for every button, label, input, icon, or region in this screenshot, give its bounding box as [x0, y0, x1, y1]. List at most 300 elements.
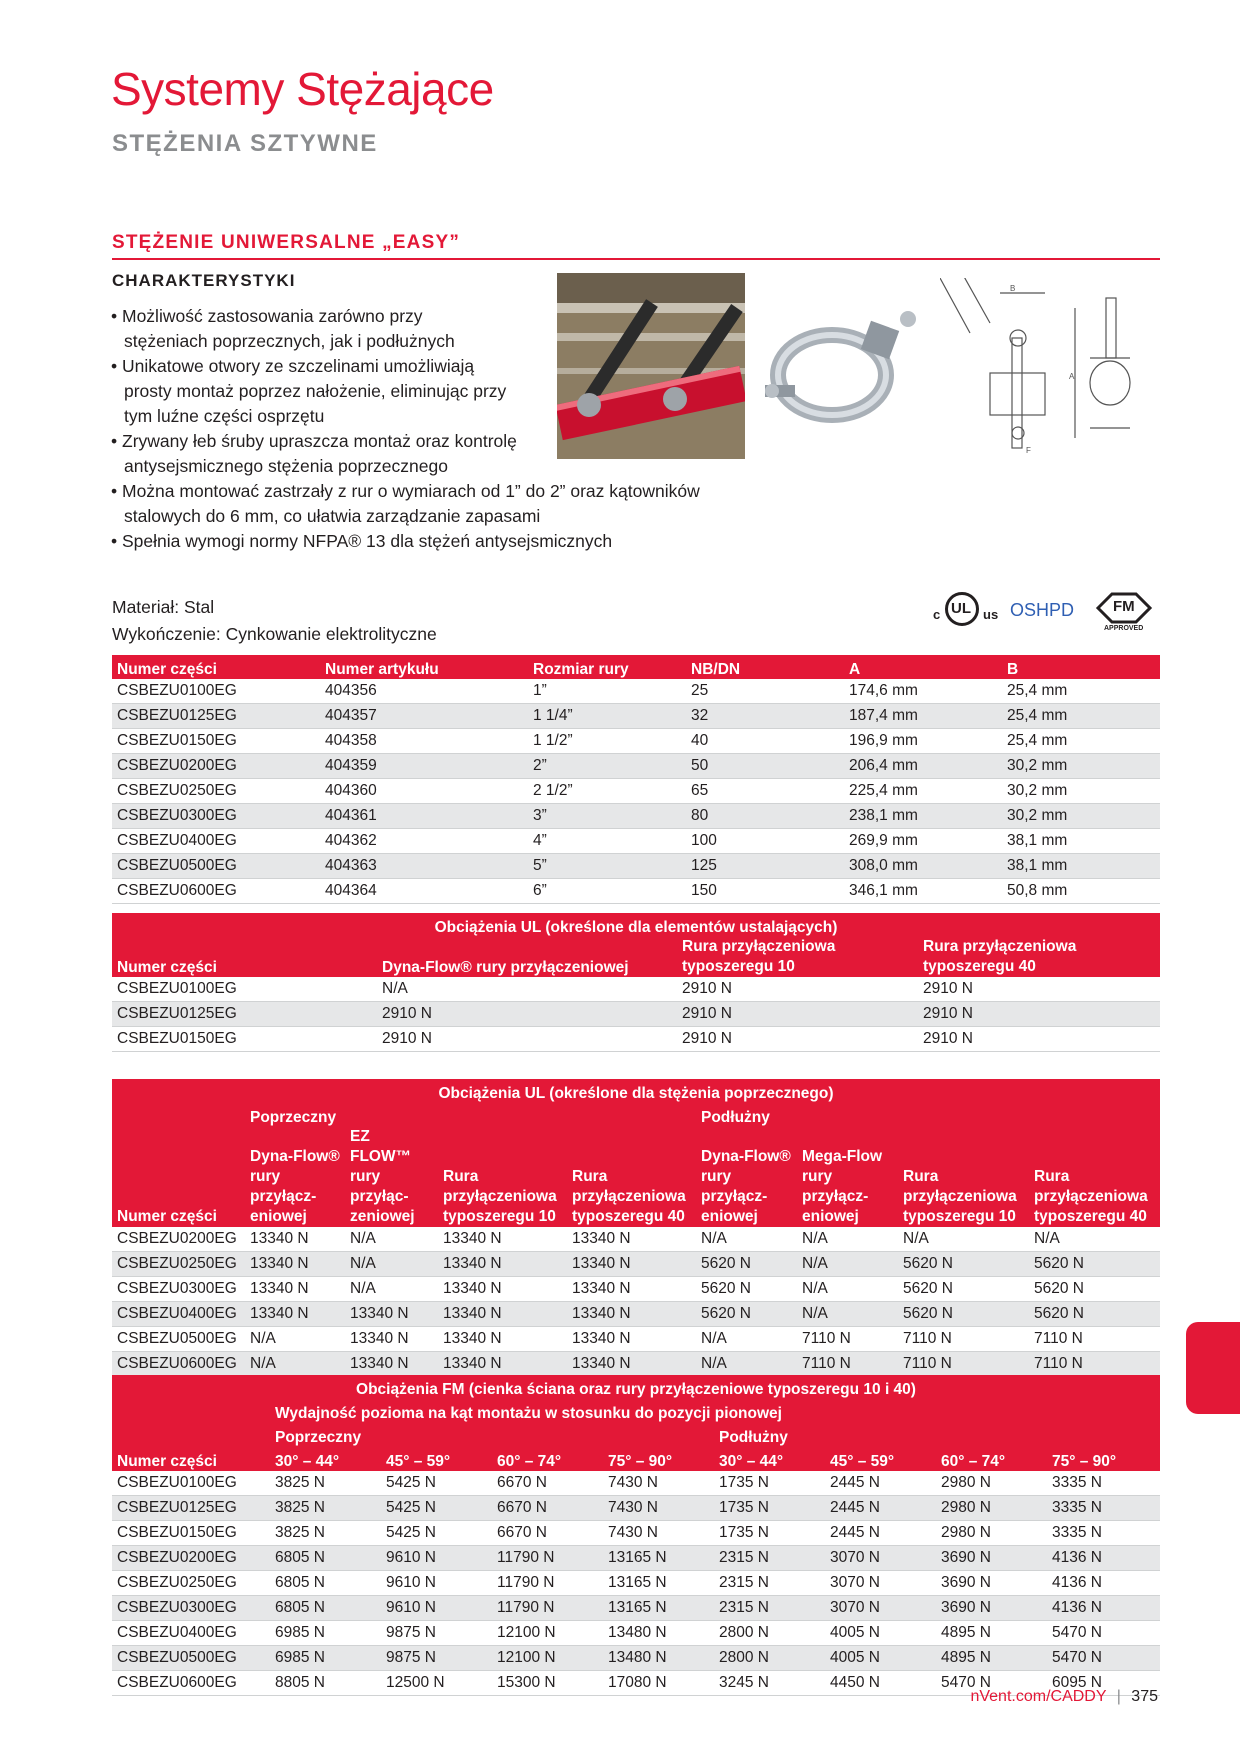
table-row — [112, 1027, 1160, 1052]
characteristics-heading: CHARAKTERYSTYKI — [112, 271, 296, 290]
table-title: Obciążenia UL (określone dla stężenia poprzecznego) — [112, 1079, 1160, 1103]
table-cell: 4136 N — [1047, 1571, 1160, 1596]
part-number-cell: CSBEZU0150EG — [112, 1027, 377, 1052]
table-cell: 225,4 mm — [844, 779, 1002, 804]
part-number-cell: CSBEZU0100EG — [112, 977, 377, 1002]
table-cell: 3070 N — [825, 1546, 936, 1571]
table-cell: N/A — [797, 1302, 898, 1327]
col-header: EZ FLOW™ rury przyłąc-zeniowej — [345, 1127, 438, 1227]
feature-item: • Można montować zastrzały z rur o wymiarach od 1” do 2” oraz kątowników stalowych do 6 mm, co ułatwia zarządzanie zapasami — [110, 479, 714, 529]
table-cell: 13340 N — [245, 1252, 345, 1277]
table-row — [112, 1546, 1160, 1571]
table-cell: 13340 N — [567, 1277, 696, 1302]
table-cell: 187,4 mm — [844, 704, 1002, 729]
table-cell: 13480 N — [603, 1621, 714, 1646]
section-tab-marker — [1186, 1322, 1240, 1414]
col-header: NB/DN — [686, 655, 844, 679]
table-cell: 6985 N — [270, 1621, 381, 1646]
table-cell: 2315 N — [714, 1596, 825, 1621]
part-number-cell: CSBEZU0400EG — [112, 1302, 245, 1327]
table-header-row — [112, 1447, 1160, 1471]
table-cell: 1 1/4” — [528, 704, 686, 729]
feature-item: • Spełnia wymogi normy NFPA® 13 dla stężeń antysejsmicznych — [110, 529, 724, 554]
table-cell: 13340 N — [438, 1227, 567, 1252]
table-row — [112, 1496, 1160, 1521]
table-cell: 2910 N — [918, 977, 1160, 1002]
parts-table — [112, 655, 1160, 904]
table-cell: 3825 N — [270, 1521, 381, 1546]
table-cell: 13340 N — [567, 1327, 696, 1352]
table-cell: 4450 N — [825, 1671, 936, 1696]
table-cell: 5470 N — [1047, 1646, 1160, 1671]
table-cell: 3” — [528, 804, 686, 829]
fm-loads-table — [112, 1375, 1160, 1696]
table-cell: 2800 N — [714, 1646, 825, 1671]
diagram-label-b: B — [1010, 284, 1016, 293]
table-cell: 3335 N — [1047, 1496, 1160, 1521]
page-title: Systemy Stężające — [111, 63, 494, 115]
part-number-cell: CSBEZU0100EG — [112, 1471, 270, 1496]
col-header: Dyna-Flow® rury przyłącz-eniowej — [696, 1127, 797, 1227]
col-header: B — [1002, 655, 1160, 679]
table-cell: 346,1 mm — [844, 879, 1002, 904]
table-cell: 6985 N — [270, 1646, 381, 1671]
material-info — [112, 594, 437, 648]
table-cell: 13340 N — [245, 1302, 345, 1327]
table-row — [112, 804, 1160, 829]
table-cell: 2315 N — [714, 1571, 825, 1596]
col-header: Rura przyłączeniowa typoszeregu 10 — [438, 1127, 567, 1227]
part-number-cell: CSBEZU0250EG — [112, 779, 320, 804]
table-cell: 8805 N — [270, 1671, 381, 1696]
part-number-cell: CSBEZU0125EG — [112, 704, 320, 729]
feature-item: • Unikatowe otwory ze szczelinami umożliwiają prosty montaż poprzez nałożenie, eliminując przy tym luźne części osprzętu — [110, 354, 514, 429]
table-cell: 6670 N — [492, 1521, 603, 1546]
table-cell: 9875 N — [381, 1621, 492, 1646]
part-number-cell: CSBEZU0300EG — [112, 1277, 245, 1302]
table-cell: 5620 N — [696, 1252, 797, 1277]
table-cell: 13340 N — [567, 1252, 696, 1277]
table-cell: 7110 N — [898, 1352, 1029, 1377]
table-cell: 404359 — [320, 754, 528, 779]
col-header: 30° – 44° — [270, 1447, 381, 1471]
col-header: Rura przyłączeniowa typoszeregu 40 — [1029, 1127, 1160, 1227]
table-cell: 3690 N — [936, 1546, 1047, 1571]
table-cell: 5620 N — [898, 1302, 1029, 1327]
table-cell: N/A — [245, 1327, 345, 1352]
table-cell: 404361 — [320, 804, 528, 829]
fm-approved-logo — [1092, 590, 1156, 634]
clamp-product-image — [760, 305, 930, 433]
diagram-label-a: A — [1069, 372, 1075, 381]
table-cell: 38,1 mm — [1002, 854, 1160, 879]
table-cell: N/A — [696, 1352, 797, 1377]
table-cell: 13340 N — [438, 1277, 567, 1302]
table-cell: 1” — [528, 679, 686, 704]
table-cell: 5620 N — [898, 1277, 1029, 1302]
table-cell: 2445 N — [825, 1521, 936, 1546]
table-cell: 125 — [686, 854, 844, 879]
col-header: 75° – 90° — [1047, 1447, 1160, 1471]
table-cell: 13340 N — [567, 1227, 696, 1252]
col-header: Rozmiar rury — [528, 655, 686, 679]
feature-item: • Możliwość zastosowania zarówno przy stężeniach poprzecznych, jak i podłużnych — [110, 304, 494, 354]
table-cell: 13340 N — [567, 1302, 696, 1327]
table-cell: 9610 N — [381, 1546, 492, 1571]
installation-photo — [557, 273, 745, 459]
table-cell: 269,9 mm — [844, 829, 1002, 854]
table-cell: 7110 N — [898, 1327, 1029, 1352]
table-cell: N/A — [797, 1227, 898, 1252]
table-cell: 3245 N — [714, 1671, 825, 1696]
table-cell: 15300 N — [492, 1671, 603, 1696]
ul-retainer-loads-table — [112, 913, 1160, 1052]
table-cell: 11790 N — [492, 1546, 603, 1571]
part-number-cell: CSBEZU0500EG — [112, 854, 320, 879]
table-cell: 6805 N — [270, 1596, 381, 1621]
col-header: Mega-Flow rury przyłącz-eniowej — [797, 1127, 898, 1227]
table-cell: 4” — [528, 829, 686, 854]
table-cell: 13340 N — [438, 1352, 567, 1377]
table-row — [112, 1327, 1160, 1352]
table-cell: 50 — [686, 754, 844, 779]
table-cell: 1735 N — [714, 1521, 825, 1546]
table-title: Obciążenia UL (określone dla elementów ustalających) — [112, 913, 1160, 937]
table-cell: 25,4 mm — [1002, 729, 1160, 754]
part-number-cell: CSBEZU0250EG — [112, 1571, 270, 1596]
table-row — [112, 1002, 1160, 1027]
group-header: Poprzeczny — [270, 1423, 714, 1447]
table-cell: 7430 N — [603, 1521, 714, 1546]
ul-logo-ul: UL — [951, 600, 971, 617]
table-cell: N/A — [345, 1277, 438, 1302]
col-header: 45° – 59° — [825, 1447, 936, 1471]
table-cell: 30,2 mm — [1002, 804, 1160, 829]
col-header: 45° – 59° — [381, 1447, 492, 1471]
table-cell: 6670 N — [492, 1471, 603, 1496]
table-row — [112, 1571, 1160, 1596]
table-cell: N/A — [245, 1352, 345, 1377]
table-row — [112, 1302, 1160, 1327]
table-cell: 32 — [686, 704, 844, 729]
table-row — [112, 779, 1160, 804]
table-cell: 4895 N — [936, 1621, 1047, 1646]
table-cell: 3335 N — [1047, 1521, 1160, 1546]
col-header: 60° – 74° — [936, 1447, 1047, 1471]
table-cell: 308,0 mm — [844, 854, 1002, 879]
table-cell: N/A — [345, 1252, 438, 1277]
table-cell: 5425 N — [381, 1471, 492, 1496]
group-header: Podłużny — [714, 1423, 1160, 1447]
table-cell: 13340 N — [345, 1302, 438, 1327]
table-cell: 2800 N — [714, 1621, 825, 1646]
table-cell: 13340 N — [245, 1277, 345, 1302]
part-number-cell: CSBEZU0400EG — [112, 829, 320, 854]
part-number-cell: CSBEZU0200EG — [112, 1546, 270, 1571]
table-row — [112, 1596, 1160, 1621]
table-cell: 12100 N — [492, 1646, 603, 1671]
part-number-cell: CSBEZU0500EG — [112, 1646, 270, 1671]
table-row — [112, 977, 1160, 1002]
group-header: Podłużny — [696, 1103, 1160, 1127]
table-row — [112, 1646, 1160, 1671]
table-cell: 9610 N — [381, 1596, 492, 1621]
footer-link[interactable]: nVent.com/CADDY — [970, 1688, 1107, 1705]
col-header: Dyna-Flow® rury przyłącz-eniowej — [245, 1127, 345, 1227]
table-row — [112, 1227, 1160, 1252]
col-header: Dyna-Flow® rury przyłączeniowej — [377, 937, 677, 977]
table-cell: 2910 N — [677, 977, 918, 1002]
table-cell: 5425 N — [381, 1521, 492, 1546]
col-header: A — [844, 655, 1002, 679]
table-cell: 404362 — [320, 829, 528, 854]
table-cell: 7110 N — [797, 1327, 898, 1352]
table-cell: 13340 N — [245, 1227, 345, 1252]
table-cell: 7110 N — [1029, 1352, 1160, 1377]
table-cell: 6670 N — [492, 1496, 603, 1521]
table-cell: 5620 N — [696, 1302, 797, 1327]
diagram-label-f: F — [1026, 446, 1031, 455]
part-number-cell: CSBEZU0500EG — [112, 1327, 245, 1352]
table-cell: 174,6 mm — [844, 679, 1002, 704]
table-cell: 5620 N — [1029, 1277, 1160, 1302]
table-row — [112, 1471, 1160, 1496]
table-row — [112, 679, 1160, 704]
table-cell: 2980 N — [936, 1471, 1047, 1496]
table-cell: N/A — [696, 1327, 797, 1352]
table-cell: 404360 — [320, 779, 528, 804]
table-cell: 13340 N — [567, 1352, 696, 1377]
table-cell: 404356 — [320, 679, 528, 704]
table-cell: 2 1/2” — [528, 779, 686, 804]
table-cell: 17080 N — [603, 1671, 714, 1696]
table-header-row — [112, 1127, 1160, 1227]
table-cell: 7110 N — [1029, 1327, 1160, 1352]
col-header: 30° – 44° — [714, 1447, 825, 1471]
col-header: Numer części — [112, 1447, 270, 1471]
table-cell: 25 — [686, 679, 844, 704]
table-cell: 2445 N — [825, 1496, 936, 1521]
table-cell: 4005 N — [825, 1621, 936, 1646]
table-cell: 238,1 mm — [844, 804, 1002, 829]
part-number-cell: CSBEZU0600EG — [112, 879, 320, 904]
col-header: Numer części — [112, 1127, 245, 1227]
table-cell: 40 — [686, 729, 844, 754]
table-cell: 5470 N — [1047, 1621, 1160, 1646]
table-subtitle: Wydajność pozioma na kąt montażu w stosunku do pozycji pionowej — [270, 1399, 1160, 1423]
table-cell: 4895 N — [936, 1646, 1047, 1671]
part-number-cell: CSBEZU0600EG — [112, 1352, 245, 1377]
table-cell: 404364 — [320, 879, 528, 904]
col-header: Rura przyłączeniowa typoszeregu 40 — [918, 937, 1160, 977]
table-cell: N/A — [898, 1227, 1029, 1252]
table-cell: N/A — [1029, 1227, 1160, 1252]
table-cell: 5620 N — [898, 1252, 1029, 1277]
table-cell: 196,9 mm — [844, 729, 1002, 754]
table-cell: 5425 N — [381, 1496, 492, 1521]
table-cell: 50,8 mm — [1002, 879, 1160, 904]
table-cell: 5470 N — [936, 1671, 1047, 1696]
table-cell: 13340 N — [438, 1302, 567, 1327]
part-number-cell: CSBEZU0200EG — [112, 754, 320, 779]
table-row — [112, 729, 1160, 754]
part-number-cell: CSBEZU0200EG — [112, 1227, 245, 1252]
table-row — [112, 1352, 1160, 1377]
table-cell: 6095 N — [1047, 1671, 1160, 1696]
table-cell: 2910 N — [918, 1002, 1160, 1027]
table-cell: 2910 N — [377, 1027, 677, 1052]
table-cell: 2910 N — [377, 1002, 677, 1027]
footer-separator: | — [1116, 1688, 1121, 1705]
table-cell: 2980 N — [936, 1496, 1047, 1521]
table-row — [112, 1252, 1160, 1277]
table-cell: 7430 N — [603, 1496, 714, 1521]
table-cell: 2” — [528, 754, 686, 779]
table-cell: 30,2 mm — [1002, 779, 1160, 804]
table-cell: 404363 — [320, 854, 528, 879]
table-cell: 2980 N — [936, 1521, 1047, 1546]
table-header-row — [112, 655, 1160, 679]
table-cell: 4136 N — [1047, 1546, 1160, 1571]
part-number-cell: CSBEZU0300EG — [112, 1596, 270, 1621]
table-cell: 5620 N — [696, 1277, 797, 1302]
part-number-cell: CSBEZU0125EG — [112, 1002, 377, 1027]
table-cell: 13165 N — [603, 1571, 714, 1596]
table-cell: 12500 N — [381, 1671, 492, 1696]
table-cell: 2910 N — [677, 1027, 918, 1052]
part-number-cell: CSBEZU0400EG — [112, 1621, 270, 1646]
page-footer — [970, 1688, 1158, 1706]
feature-item: • Zrywany łeb śruby upraszcza montaż oraz kontrolę antysejsmicznego stężenia poprzecznego — [110, 429, 614, 479]
table-cell: 13340 N — [345, 1352, 438, 1377]
table-title: Obciążenia FM (cienka ściana oraz rury przyłączeniowe typoszeregu 10 i 40) — [112, 1375, 1160, 1399]
page-subtitle: STĘŻENIA SZTYWNE — [112, 130, 378, 157]
part-number-cell: CSBEZU0150EG — [112, 1521, 270, 1546]
table-cell: 3825 N — [270, 1471, 381, 1496]
table-cell: 25,4 mm — [1002, 704, 1160, 729]
table-row — [112, 854, 1160, 879]
table-cell: 5620 N — [1029, 1252, 1160, 1277]
finish-text: Wykończenie: Cynkowanie elektrolityczne — [112, 624, 437, 644]
table-cell: 100 — [686, 829, 844, 854]
table-cell: 13340 N — [345, 1327, 438, 1352]
col-header: 60° – 74° — [492, 1447, 603, 1471]
table-cell: 6805 N — [270, 1571, 381, 1596]
table-cell: 206,4 mm — [844, 754, 1002, 779]
part-number-cell: CSBEZU0300EG — [112, 804, 320, 829]
part-number-cell: CSBEZU0100EG — [112, 679, 320, 704]
table-cell: 404357 — [320, 704, 528, 729]
table-cell: 7110 N — [797, 1352, 898, 1377]
table-cell: 3070 N — [825, 1596, 936, 1621]
table-cell: 13340 N — [438, 1252, 567, 1277]
table-row — [112, 1277, 1160, 1302]
table-row — [112, 879, 1160, 904]
table-cell: 2445 N — [825, 1471, 936, 1496]
col-header: Rura przyłączeniowa typoszeregu 40 — [567, 1127, 696, 1227]
part-number-cell: CSBEZU0600EG — [112, 1671, 270, 1696]
table-cell: N/A — [696, 1227, 797, 1252]
table-cell: 9610 N — [381, 1571, 492, 1596]
table-cell: 2910 N — [918, 1027, 1160, 1052]
ul-logo — [933, 592, 1003, 632]
table-cell: 11790 N — [492, 1596, 603, 1621]
table-cell: N/A — [345, 1227, 438, 1252]
table-cell: 3335 N — [1047, 1471, 1160, 1496]
page-number: 375 — [1131, 1688, 1158, 1705]
table-cell: 5” — [528, 854, 686, 879]
part-number-cell: CSBEZU0250EG — [112, 1252, 245, 1277]
fm-logo-text: FM — [1113, 598, 1135, 615]
table-cell: 13480 N — [603, 1646, 714, 1671]
oshpd-logo: OSHPD — [1010, 600, 1075, 620]
table-cell: 3825 N — [270, 1496, 381, 1521]
table-cell: 150 — [686, 879, 844, 904]
table-row — [112, 1621, 1160, 1646]
col-header: Rura przyłączeniowa typoszeregu 10 — [898, 1127, 1029, 1227]
material-text: Materiał: Stal — [112, 597, 215, 617]
table-cell: 13340 N — [438, 1327, 567, 1352]
table-cell: 7430 N — [603, 1471, 714, 1496]
table-cell: 38,1 mm — [1002, 829, 1160, 854]
group-header: Poprzeczny — [245, 1103, 696, 1127]
table-cell: 3070 N — [825, 1571, 936, 1596]
ul-logo-c: c — [933, 607, 941, 622]
table-cell: N/A — [797, 1277, 898, 1302]
table-cell: 13165 N — [603, 1546, 714, 1571]
table-cell: 25,4 mm — [1002, 679, 1160, 704]
table-cell: N/A — [797, 1252, 898, 1277]
table-cell: 12100 N — [492, 1621, 603, 1646]
table-cell: 4005 N — [825, 1646, 936, 1671]
ul-sway-loads-table — [112, 1079, 1160, 1377]
table-cell: 80 — [686, 804, 844, 829]
technical-drawing — [940, 278, 1140, 463]
table-cell: 1 1/2” — [528, 729, 686, 754]
table-row — [112, 704, 1160, 729]
table-row — [112, 754, 1160, 779]
table-cell: 1735 N — [714, 1496, 825, 1521]
table-header-row — [112, 937, 1160, 977]
col-header: Numer artykułu — [320, 655, 528, 679]
table-cell: 9875 N — [381, 1646, 492, 1671]
table-cell: 4136 N — [1047, 1596, 1160, 1621]
table-row — [112, 829, 1160, 854]
section-heading: STĘŻENIE UNIWERSALNE „EASY” — [112, 232, 1160, 260]
part-number-cell: CSBEZU0150EG — [112, 729, 320, 754]
col-header: Numer części — [112, 655, 320, 679]
table-cell: 3690 N — [936, 1571, 1047, 1596]
ul-logo-us: us — [983, 607, 999, 622]
col-header: 75° – 90° — [603, 1447, 714, 1471]
table-cell: 3690 N — [936, 1596, 1047, 1621]
table-cell: 6” — [528, 879, 686, 904]
fm-approved-text: APPROVED — [1104, 625, 1144, 632]
table-cell: 2315 N — [714, 1546, 825, 1571]
table-cell: 65 — [686, 779, 844, 804]
table-cell: 30,2 mm — [1002, 754, 1160, 779]
part-number-cell: CSBEZU0125EG — [112, 1496, 270, 1521]
table-cell: 6805 N — [270, 1546, 381, 1571]
col-header: Rura przyłączeniowa typoszeregu 10 — [677, 937, 918, 977]
table-cell: 11790 N — [492, 1571, 603, 1596]
table-row — [112, 1521, 1160, 1546]
table-cell: 1735 N — [714, 1471, 825, 1496]
col-header: Numer części — [112, 937, 377, 977]
table-cell: 5620 N — [1029, 1302, 1160, 1327]
table-cell: 404358 — [320, 729, 528, 754]
table-cell: 2910 N — [677, 1002, 918, 1027]
